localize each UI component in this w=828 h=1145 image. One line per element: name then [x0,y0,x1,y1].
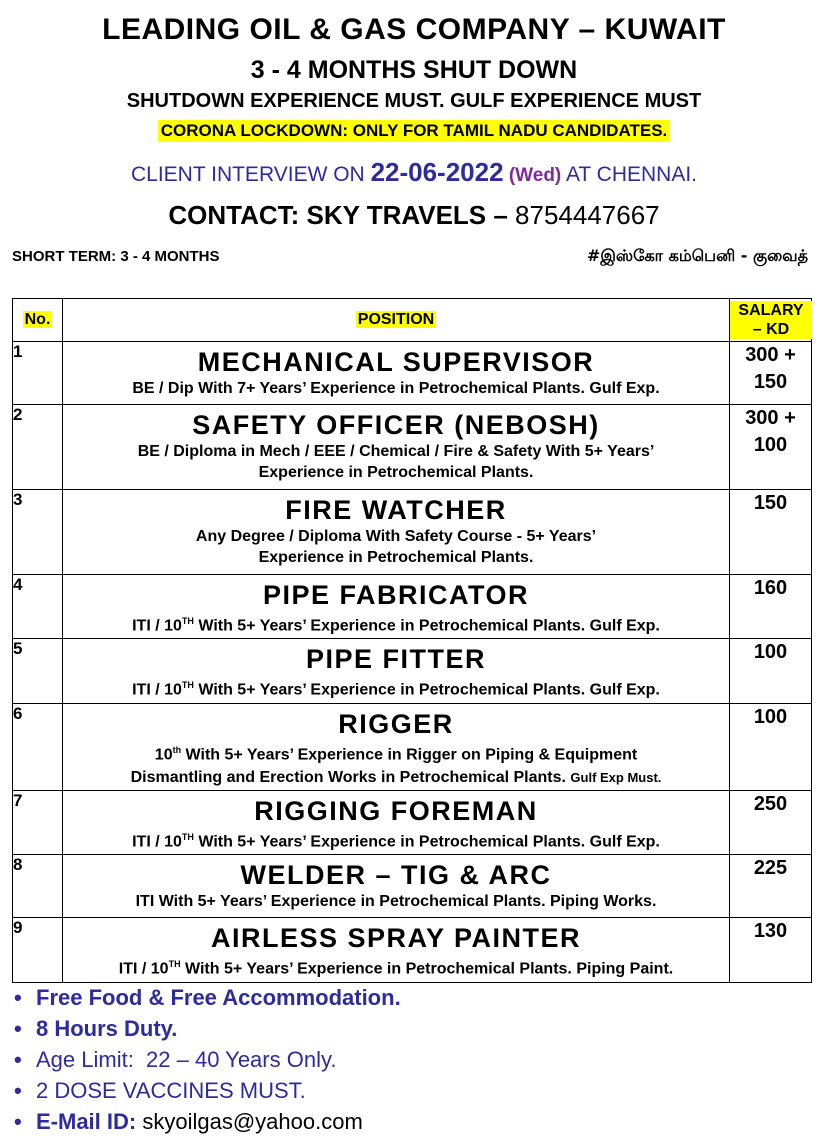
position-desc: BE / Diploma in Mech / EEE / Chemical / Fire & Safety With 5+ Years’ Experience in Petrochemical Plants. [137,443,655,481]
position-title: PIPE FITTER [305,644,487,675]
bullet-icon: • [14,985,22,1010]
position-desc: BE / Dip With 7+ Years’ Experience in Petrochemical Plants. Gulf Exp. [132,380,660,397]
position-desc: ITI / 10TH With 5+ Years’ Experience in Petrochemical Plants. Gulf Exp. [132,680,660,699]
row-number: 2 [13,405,63,490]
row-number: 4 [13,575,63,639]
bullet-icon: • [14,1047,22,1072]
table-row [13,855,812,918]
position-desc: ITI With 5+ Years’ Experience in Petrochemical Plants. Piping Works. [135,893,657,911]
list-item: • E-Mail ID: skyoilgas@yahoo.com [14,1106,401,1137]
table-row [13,703,812,790]
tamil-tag: #இஸ்கோ கம்பெனி - குவைத் [586,246,808,265]
salary-value: 300 + 150 [730,342,812,405]
salary-value: 225 [730,855,812,918]
position-title: MECHANICAL SUPERVISOR [197,347,595,377]
position-title: RIGGER [338,708,454,739]
header-no: No. [24,311,51,328]
experience-requirement: SHUTDOWN EXPERIENCE MUST. GULF EXPERIENCE MUST [126,90,702,112]
table-header-row [13,299,812,342]
position-title: FIRE WATCHER [285,495,507,525]
header-position: POSITION [357,311,435,328]
benefits-list [14,982,401,1137]
row-number: 8 [13,855,63,918]
row-number: 7 [13,790,63,854]
header-salary: SALARY – KD [730,301,812,339]
meta-row [0,244,828,270]
salary-value: 130 [730,918,812,982]
table-row [13,490,812,575]
term-label: SHORT TERM: 3 - 4 MONTHS [12,248,220,265]
row-number: 1 [13,342,63,405]
position-desc: ITI / 10TH With 5+ Years’ Experience in Petrochemical Plants. Gulf Exp. [132,831,660,851]
salary-value: 300 + 100 [730,405,812,490]
salary-value: 160 [730,575,812,639]
position-desc: ITI / 10TH With 5+ Years’ Experience in Petrochemical Plants. Piping Paint. [118,959,674,978]
list-item: • Age Limit: 22 – 40 Years Only. [14,1044,401,1075]
salary-value: 100 [730,639,812,703]
position-title: SAFETY OFFICER (NEBOSH) [192,410,600,440]
table-row [13,342,812,405]
position-desc-line2: Dismantling and Erection Works in Petrochemical Plants. Gulf Exp Must. [130,768,662,786]
interview-info [0,158,828,190]
bullet-icon: • [14,1109,22,1134]
table-row [13,405,812,490]
bullet-icon: • [14,1016,22,1041]
salary-value: 100 [730,703,812,790]
contact-info [0,198,828,232]
interview-day: (Wed) [503,165,562,186]
email-address: skyoilgas@yahoo.com [142,1109,363,1134]
lockdown-notice: CORONA LOCKDOWN: ONLY FOR TAMIL NADU CANDIDATES. [158,120,671,142]
position-title: PIPE FABRICATOR [262,580,530,610]
interview-location: AT CHENNAI. [561,163,698,186]
salary-value: 250 [730,790,812,854]
position-title: AIRLESS SPRAY PAINTER [210,923,582,954]
interview-prefix: CLIENT INTERVIEW ON [130,163,371,186]
bullet-icon: • [14,1078,22,1103]
list-item: • 2 DOSE VACCINES MUST. [14,1075,401,1106]
table-row [13,918,812,982]
position-title: RIGGING FOREMAN [254,795,538,826]
row-number: 9 [13,918,63,982]
position-title: WELDER – TIG & ARC [240,860,552,891]
interview-date: 22-06-2022 [370,157,504,187]
table-row [13,790,812,854]
list-item: • 8 Hours Duty. [14,1013,401,1044]
contact-label: CONTACT: SKY TRAVELS – [168,200,516,230]
row-number: 6 [13,703,63,790]
position-desc: 10th With 5+ Years’ Experience in Rigger on Piping & Equipment [154,744,638,763]
list-item: • Free Food & Free Accommodation. [14,982,401,1013]
contact-phone: 8754447667 [515,200,660,230]
shutdown-duration: 3 - 4 MONTHS SHUT DOWN [250,56,578,84]
row-number: 3 [13,490,63,575]
salary-value: 150 [730,490,812,575]
row-number: 5 [13,639,63,703]
position-desc: ITI / 10TH With 5+ Years’ Experience in Petrochemical Plants. Gulf Exp. [132,616,660,635]
jobs-table [12,298,812,983]
position-desc: Any Degree / Diploma With Safety Course - 5+ Years’ Experience in Petrochemical Plants. [195,528,597,566]
table-row [13,639,812,703]
page-title: LEADING OIL & GAS COMPANY – KUWAIT [102,13,726,46]
table-row [13,575,812,639]
